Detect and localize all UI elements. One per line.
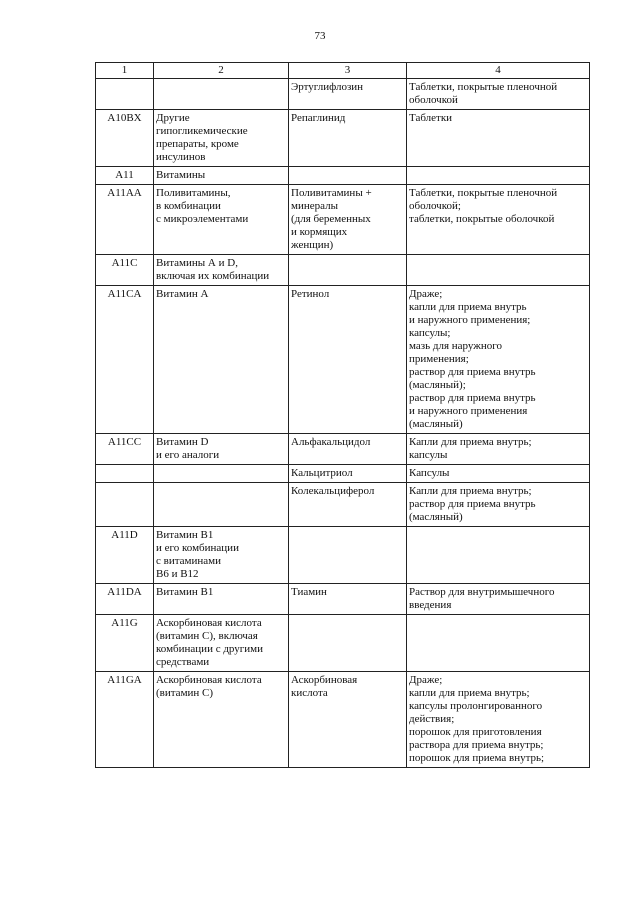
drug-name-cell xyxy=(289,584,407,615)
atc-code-cell xyxy=(96,527,154,584)
atc-code-cell-text: A11C xyxy=(111,257,138,269)
dosage-form-cell xyxy=(407,79,590,110)
dosage-form-cell xyxy=(407,185,590,255)
table-row xyxy=(96,79,590,110)
group-cell-text: Витамин B1 и его комбинации с витаминами B6 и B12 xyxy=(156,529,239,580)
group-cell xyxy=(154,79,289,110)
atc-code-cell-text: A11AA xyxy=(107,187,142,199)
group-cell-text: Другие гипогликемические препараты, кроме инсулинов xyxy=(156,112,248,163)
group-cell xyxy=(154,255,289,286)
dosage-form-cell xyxy=(407,527,590,584)
group-cell xyxy=(154,584,289,615)
drug-name-cell xyxy=(289,615,407,672)
dosage-form-cell xyxy=(407,167,590,185)
dosage-form-cell-text: Таблетки xyxy=(409,112,453,124)
atc-code-cell xyxy=(96,79,154,110)
group-cell xyxy=(154,185,289,255)
drug-name-cell-text: Альфакальцидол xyxy=(291,436,371,448)
drug-name-cell xyxy=(289,185,407,255)
atc-code-cell xyxy=(96,110,154,167)
drug-table xyxy=(95,62,590,768)
group-cell-text: Витамины А и D, включая их комбинации xyxy=(156,257,270,282)
column-header: 1 xyxy=(96,63,154,79)
drug-name-cell-text: Тиамин xyxy=(291,586,327,598)
drug-name-cell xyxy=(289,110,407,167)
drug-name-cell xyxy=(289,672,407,768)
group-cell xyxy=(154,434,289,465)
atc-code-cell xyxy=(96,286,154,434)
atc-code-cell-text: A11DA xyxy=(107,586,142,598)
group-cell-text: Аскорбиновая кислота (витамин С) xyxy=(156,674,262,699)
column-header: 3 xyxy=(289,63,407,79)
atc-code-cell xyxy=(96,434,154,465)
dosage-form-cell xyxy=(407,672,590,768)
drug-name-cell-text: Ретинол xyxy=(291,288,330,300)
table-row xyxy=(96,672,590,768)
group-cell xyxy=(154,483,289,527)
table-row xyxy=(96,255,590,286)
drug-name-cell-text: Поливитамины + минералы (для беременных и кормящих женщин) xyxy=(291,187,372,251)
column-header: 2 xyxy=(154,63,289,79)
group-cell-text: Витамины xyxy=(156,169,206,181)
atc-code-cell xyxy=(96,584,154,615)
dosage-form-cell xyxy=(407,110,590,167)
dosage-form-cell-text: Капсулы xyxy=(409,467,450,479)
drug-name-cell-text: Колекальциферол xyxy=(291,485,375,497)
dosage-form-cell xyxy=(407,255,590,286)
table-row xyxy=(96,584,590,615)
dosage-form-cell-text: Таблетки, покрытые пленочной оболочкой; таблетки, покрытые оболочкой xyxy=(409,187,558,225)
dosage-form-cell-text: Драже; капли для приема внутрь и наружного применения; капсулы; мазь для наружного применения; раствор для приема внутрь (масляный); раствор для приема внутрь и наружного применения (масляный) xyxy=(409,288,536,430)
dosage-form-cell xyxy=(407,465,590,483)
dosage-form-cell xyxy=(407,584,590,615)
dosage-form-cell xyxy=(407,434,590,465)
group-cell xyxy=(154,110,289,167)
atc-code-cell xyxy=(96,672,154,768)
column-header: 4 xyxy=(407,63,590,79)
table-row xyxy=(96,434,590,465)
table-row xyxy=(96,185,590,255)
dosage-form-cell-text: Драже; капли для приема внутрь; капсулы пролонгированного действия; порошок для приготовления раствора для приема внутрь; порошок для приема внутрь; xyxy=(409,674,545,764)
drug-name-cell-text: Репаглинид xyxy=(291,112,346,124)
atc-code-cell-text: A11CC xyxy=(107,436,142,448)
drug-name-cell xyxy=(289,434,407,465)
atc-code-cell-text: A11CA xyxy=(107,288,142,300)
group-cell xyxy=(154,527,289,584)
atc-code-cell-text: A11GA xyxy=(107,674,142,686)
drug-name-cell xyxy=(289,465,407,483)
group-cell-text: Витамин B1 xyxy=(156,586,214,598)
atc-code-cell xyxy=(96,465,154,483)
drug-name-cell-text: Кальцитриол xyxy=(291,467,353,479)
drug-name-cell xyxy=(289,79,407,110)
table-row xyxy=(96,483,590,527)
table-row xyxy=(96,286,590,434)
atc-code-cell-text: A10BX xyxy=(107,112,142,124)
atc-code-cell-text: A11G xyxy=(111,617,138,629)
table-row xyxy=(96,615,590,672)
group-cell xyxy=(154,615,289,672)
dosage-form-cell xyxy=(407,483,590,527)
group-cell xyxy=(154,672,289,768)
atc-code-cell xyxy=(96,185,154,255)
table-row xyxy=(96,527,590,584)
group-cell xyxy=(154,465,289,483)
drug-name-cell-text: Эртуглифлозин xyxy=(291,81,364,93)
dosage-form-cell xyxy=(407,286,590,434)
group-cell-text: Витамин А xyxy=(156,288,209,300)
group-cell-text: Витамин D и его аналоги xyxy=(156,436,220,461)
atc-code-cell xyxy=(96,255,154,286)
dosage-form-cell-text: Капли для приема внутрь; раствор для приема внутрь (масляный) xyxy=(409,485,536,523)
dosage-form-cell xyxy=(407,615,590,672)
table-row xyxy=(96,110,590,167)
drug-name-cell xyxy=(289,483,407,527)
dosage-form-cell-text: Таблетки, покрытые пленочной оболочкой xyxy=(409,81,558,106)
page-number: 73 xyxy=(314,30,326,42)
atc-code-cell-text: A11D xyxy=(111,529,138,541)
drug-name-cell xyxy=(289,167,407,185)
drug-name-cell-text: Аскорбиновая кислота xyxy=(291,674,358,699)
atc-code-cell-text: A11 xyxy=(115,169,134,181)
table-row xyxy=(96,465,590,483)
dosage-form-cell-text: Раствор для внутримышечного введения xyxy=(409,586,555,611)
group-cell-text: Аскорбиновая кислота (витамин С), включая комбинации с другими средствами xyxy=(156,617,264,668)
group-cell xyxy=(154,167,289,185)
table-header-row xyxy=(96,63,590,79)
table-row xyxy=(96,167,590,185)
drug-name-cell xyxy=(289,286,407,434)
drug-name-cell xyxy=(289,527,407,584)
dosage-form-cell-text: Капли для приема внутрь; капсулы xyxy=(409,436,532,461)
group-cell-text: Поливитамины, в комбинации с микроэлементами xyxy=(156,187,249,225)
atc-code-cell xyxy=(96,615,154,672)
drug-name-cell xyxy=(289,255,407,286)
atc-code-cell xyxy=(96,483,154,527)
group-cell xyxy=(154,286,289,434)
atc-code-cell xyxy=(96,167,154,185)
